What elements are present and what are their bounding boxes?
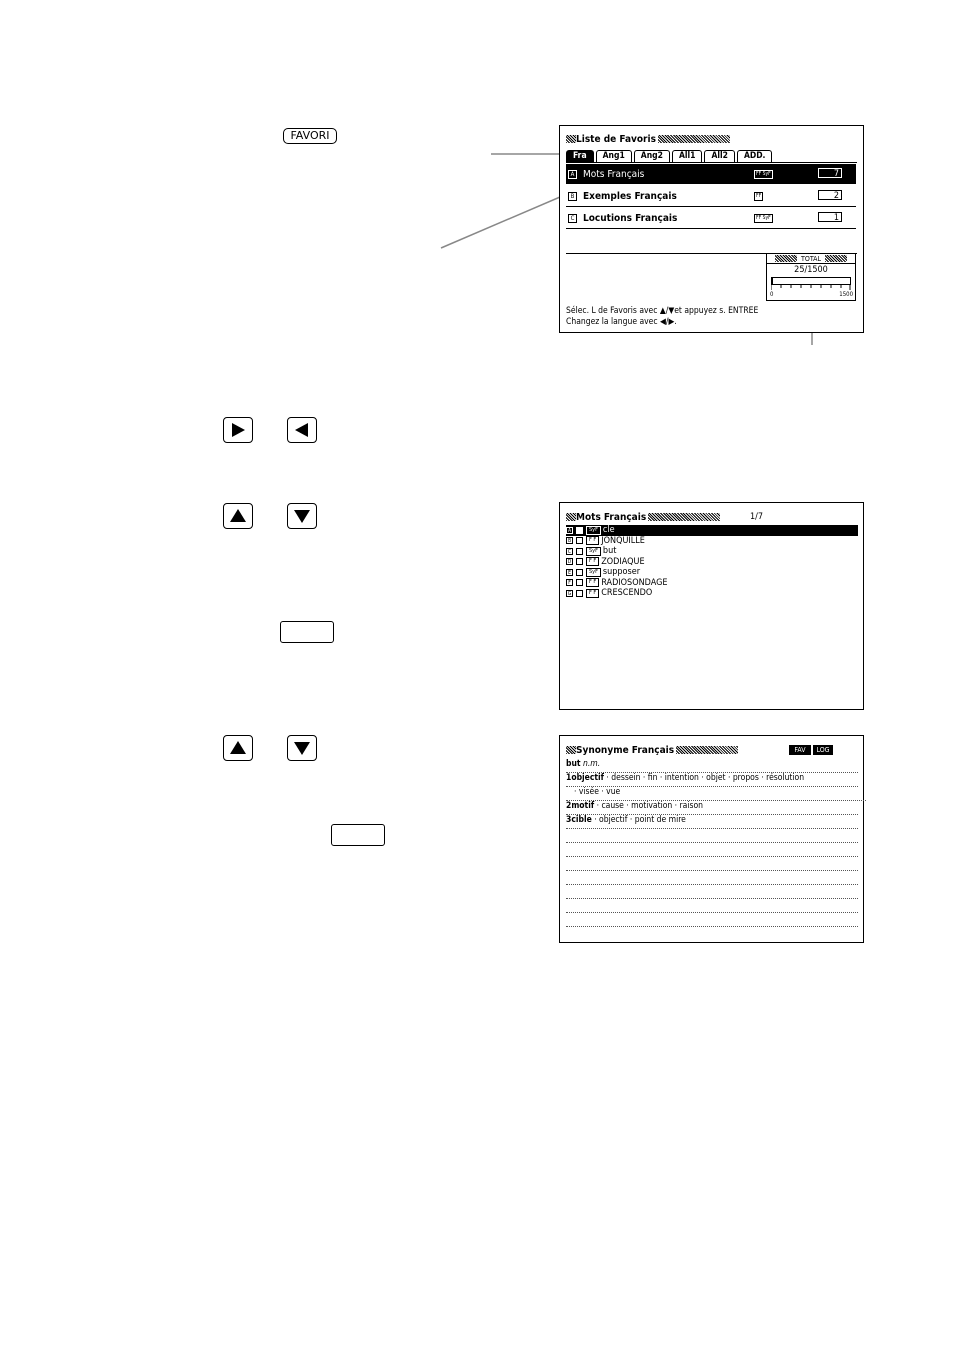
total-label: TOTAL [801, 254, 821, 263]
row-tag: FF SyF [756, 171, 771, 177]
favorite-list-row[interactable] [566, 208, 856, 229]
right-triangle-icon [230, 422, 246, 438]
tab-ang2[interactable]: Ang2 [634, 150, 670, 162]
row-count: 2 [818, 190, 842, 200]
synonym-line: · visée · vue [566, 786, 866, 801]
status-line-1: Sélec. L de Favoris avec ▲/▼et appuyez s. ENTREE [566, 306, 759, 316]
fav-badge: FAV [789, 745, 811, 755]
list-item[interactable]: A SyF cle [566, 525, 858, 536]
tab-all2[interactable]: All2 [704, 150, 734, 162]
scale-min-label: 0 [770, 291, 774, 298]
row-tag: FF [756, 193, 762, 199]
tab-ang1[interactable]: Ang1 [596, 150, 632, 162]
synonym-screen [559, 735, 864, 943]
favorites-list-screen [559, 125, 864, 333]
list-item[interactable]: G F F CRESCENDO [567, 588, 653, 599]
favori-key[interactable]: FAVORI [283, 128, 337, 144]
up-triangle-icon [229, 740, 247, 756]
row-letter: C [568, 214, 577, 223]
favorite-list-row[interactable] [566, 186, 856, 207]
list-item[interactable]: C SyF but [567, 546, 617, 557]
right-arrow-key[interactable] [223, 417, 253, 443]
list-item[interactable]: F F F RADIOSONDAGE [566, 578, 858, 589]
favorite-list-row[interactable] [566, 164, 856, 184]
up-triangle-icon [229, 508, 247, 524]
list-item[interactable]: B F F JONQUILLE [567, 535, 645, 546]
synonym-line: 3cible · objectif · point de mire [566, 814, 858, 829]
total-panel [766, 253, 856, 301]
headword-line [566, 758, 858, 773]
down-triangle-icon [293, 508, 311, 524]
list-item[interactable]: E SyF supposer [566, 567, 858, 578]
down-triangle-icon [293, 740, 311, 756]
status-line-2: Changez la langue avec ◀/▶. [566, 317, 677, 327]
headword: but [566, 759, 581, 769]
row-count: 1 [818, 212, 842, 222]
word-list-screen [559, 502, 864, 710]
enter-key-2[interactable] [331, 824, 385, 846]
total-value: 25/1500 [794, 265, 828, 275]
row-label: Mots Français [583, 168, 645, 180]
tab-fra[interactable]: Fra [566, 150, 594, 162]
row-label: Locutions Français [583, 212, 678, 224]
screen-title: Liste de Favoris [566, 134, 730, 145]
log-badge: LOG [813, 745, 833, 755]
up-arrow-key[interactable] [223, 503, 253, 529]
screen-title: Mots Français [566, 512, 720, 523]
language-tabs [566, 150, 774, 162]
row-letter: A [568, 170, 577, 179]
synonym-line: 1objectif · dessein · fin · intention · objet · propos · résolution [566, 772, 858, 787]
scale-max-label: 1500 [839, 291, 853, 298]
tab-add[interactable]: ADD. [737, 150, 773, 162]
row-tag: FF SyF [756, 215, 771, 221]
total-progress-bar [771, 277, 851, 285]
left-triangle-icon [294, 422, 310, 438]
screen-title: Synonyme Français [566, 745, 738, 756]
enter-key[interactable] [280, 621, 334, 643]
list-item[interactable]: D F F ZODIAQUE [567, 556, 645, 567]
up-arrow-key-2[interactable] [223, 735, 253, 761]
part-of-speech: n.m. [583, 759, 601, 769]
synonym-line: 2motif · cause · motivation · raison [566, 800, 858, 815]
down-arrow-key[interactable] [287, 503, 317, 529]
word-list [566, 525, 858, 599]
row-letter: B [568, 192, 577, 201]
left-arrow-key[interactable] [287, 417, 317, 443]
down-arrow-key-2[interactable] [287, 735, 317, 761]
row-label: Exemples Français [583, 190, 677, 202]
row-count: 7 [818, 168, 842, 178]
page-counter: 1/7 [750, 512, 764, 522]
tab-all1[interactable]: All1 [672, 150, 702, 162]
